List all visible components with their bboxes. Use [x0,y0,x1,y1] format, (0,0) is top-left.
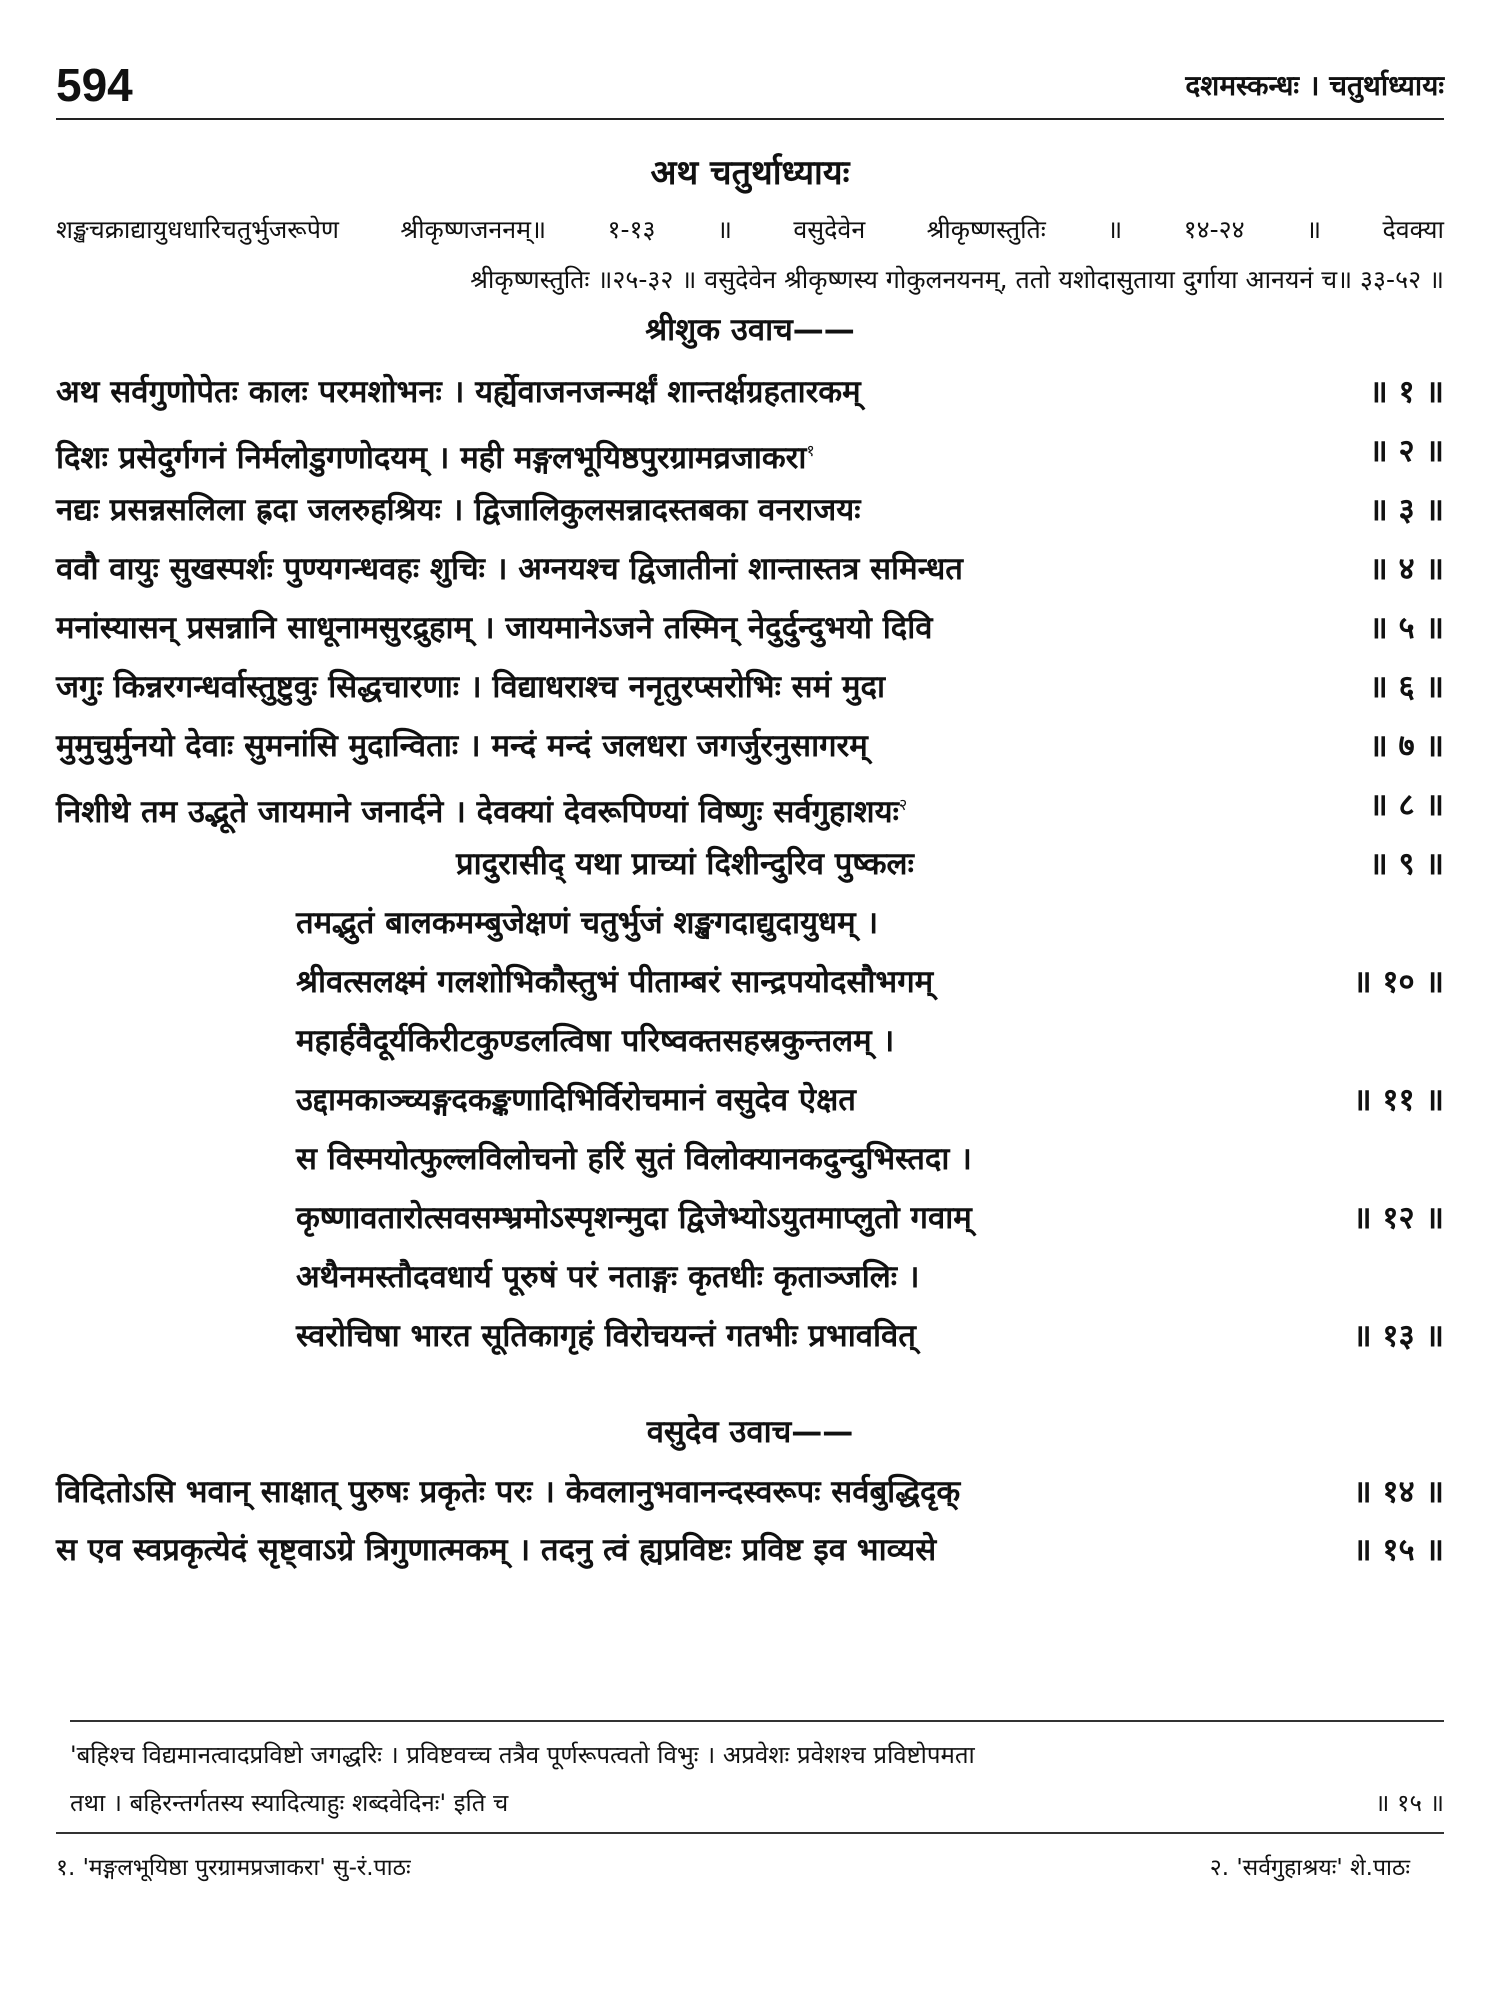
verse-number: ॥ १५ ॥ [1353,1532,1444,1568]
verse-text: तमद्भुतं बालकमम्बुजेक्षणं चतुर्भुजं शङ्खगदाद्युदायुधम् । [296,905,879,941]
verse-line [56,657,1444,717]
verse-number: ॥ ४ ॥ [1369,551,1444,587]
page-header [56,58,1444,120]
page-number: 594 [56,59,133,111]
verse-text: विदितोऽसि भवान् साक्षात् पुरुषः प्रकृतेः परः । केवलानुभवानन्दस्वरूपः सर्वबुद्धिदृक् [56,1474,961,1510]
verse-line [56,1129,1444,1189]
commentary-verse-number: ॥ १५ ॥ [1375,1789,1444,1817]
speaker-heading: वसुदेव उवाच—— [646,1414,854,1450]
verse-number: ॥ १४ ॥ [1353,1474,1444,1510]
verse-number: ॥ ७ ॥ [1369,728,1444,764]
verse-line [56,1306,1444,1366]
verse-line [56,775,1444,835]
verse-line [56,952,1444,1012]
verse-text: ववौ वायुः सुखस्पर्शः पुण्यगन्धवहः शुचिः । अग्नयश्च द्विजातीनां शान्तास्तत्र समिन्धत [56,551,963,587]
verse-text: प्रादुरासीद् यथा प्राच्यां दिशीन्दुरिव पुष्कलः [456,846,914,882]
verse-number: ॥ १० ॥ [1353,964,1444,1000]
header-rule [56,118,1444,120]
verse-number: ॥ ५ ॥ [1369,610,1444,646]
footnote-2: २. 'सर्वगुहाश्रयः' शे.पाठः [1209,1855,1410,1881]
verse-line [56,1188,1444,1248]
verse-text: नद्यः प्रसन्नसलिला ह्रदा जलरुहश्रियः । द्विजालिकुलसन्नादस्तबका वनराजयः [56,492,861,528]
verse-line [56,1462,1444,1522]
verse-line [56,539,1444,599]
verse-text: स एव स्वप्रकृत्येदं सृष्ट्वाऽग्रे त्रिगुणात्मकम् । तदनु त्वं ह्यप्रविष्टः प्रविष्ट इव भाव्यसे [56,1532,937,1568]
verse-line [56,362,1444,422]
verse-number: ॥ ११ ॥ [1353,1082,1444,1118]
verse-text: अथैनमस्तौदवधार्य पूरुषं परं नताङ्गः कृतधीः कृताञ्जलिः । [296,1259,920,1295]
verse-text: मनांस्यासन् प्रसन्नानि साधूनामसुरद्रुहाम् । जायमानेऽजने तस्मिन् नेदुर्दुन्दुभयो दिवि [56,610,933,646]
chapter-title: अथ चतुर्थाध्यायः [650,153,850,193]
verse-line [56,834,1444,894]
verse-line [56,893,1444,953]
footnote-rule [56,1832,1444,1834]
verse-number: ॥ १३ ॥ [1353,1318,1444,1354]
verse-line [56,1520,1444,1580]
verse-line [56,1070,1444,1130]
commentary-rule [70,1720,1444,1722]
verse-line [56,598,1444,658]
verse-text: जगुः किन्नरगन्धर्वास्तुष्टुवुः सिद्धचारणाः । विद्याधराश्च ननृतुरप्सरोभिः समं मुदा [56,669,885,705]
summary-line: शङ्खचक्राद्यायुधधारिचतुर्भुजरूपेण श्रीकृष्णजननम्॥ १-१३ ॥ वसुदेवेन श्रीकृष्णस्तुतिः ॥ १४-२४ ॥ देवक्या [56,215,1444,244]
verse-text: दिशः प्रसेदुर्गगनं निर्मलोडुगणोदयम् । मही मङ्गलभूयिष्ठपुरग्रामव्रजाकरा$^१$ [56,440,815,476]
verse-number: ॥ ३ ॥ [1369,492,1444,528]
verse-text: कृष्णावतारोत्सवसम्भ्रमोऽस्पृशन्मुदा द्विजेभ्योऽयुतमाप्लुतो गवाम् [296,1200,972,1236]
verse-text: स विस्मयोत्फुल्लविलोचनो हरिं सुतं विलोक्यानकदुन्दुभिस्तदा । [296,1141,972,1177]
verse-text: मुमुचुर्मुनयो देवाः सुमनांसि मुदान्विताः । मन्दं मन्दं जलधरा जगर्जुरनुसागरम् [56,728,868,764]
verse-number: ॥ ६ ॥ [1369,669,1444,705]
commentary-text: तथा । बहिरन्तर्गतस्य स्यादित्याहुः शब्दवेदिनः' इति च [70,1789,509,1817]
verse-line [56,480,1444,540]
footnote-1: १. 'मङ्गलभूयिष्ठा पुरग्रामप्रजाकरा' सु-रं.पाठः [56,1855,411,1881]
verse-text: स्वरोचिषा भारत सूतिकागृहं विरोचयन्तं गतभीः प्रभाववित् [296,1318,916,1354]
verse-text: निशीथे तम उद्भूते जायमाने जनार्दने । देवक्यां देवरूपिण्यां विष्णुः सर्वगुहाशयः$^२$ [56,794,908,830]
verse-number: ॥ २ ॥ [1369,433,1444,469]
running-head: दशमस्कन्धः । चतुर्थाध्यायः [1185,69,1444,102]
speaker-heading: श्रीशुक उवाच—— [645,312,855,348]
verse-line [56,1247,1444,1307]
verse-line [56,716,1444,776]
verse-number: ॥ ८ ॥ [1369,787,1444,823]
verse-number: ॥ १ ॥ [1369,374,1444,410]
verse-text: उद्दामकाञ्च्यङ्गदकङ्कणादिभिर्विरोचमानं वसुदेव ऐक्षत [296,1082,856,1118]
commentary-line [70,1778,1444,1828]
verse-line [56,1011,1444,1071]
chapter-summary [56,205,1444,305]
footnote-marker: २ [898,795,908,814]
verse-number: ॥ ९ ॥ [1369,846,1444,882]
commentary-text: 'बहिश्च विद्यमानत्वादप्रविष्टो जगद्धरिः । प्रविष्टवच्च तत्रैव पूर्णरूपत्वतो विभुः । अप्रवेशः प्रवेशश्च प्रविष्टोपमता [70,1741,975,1769]
verse-number: ॥ १२ ॥ [1353,1200,1444,1236]
commentary-line [70,1730,1444,1780]
summary-line: श्रीकृष्णस्तुतिः ॥२५-३२ ॥ वसुदेवेन श्रीकृष्णस्य गोकुलनयनम्, ततो यशोदासुताया दुर्गाया आनयनं च॥ ३३-५२ ॥ [470,265,1444,294]
verse-line [56,421,1444,481]
verse-text: महार्हवैदूर्यकिरीटकुण्डलत्विषा परिष्वक्तसहस्रकुन्तलम् । [296,1023,895,1059]
verse-text: श्रीवत्सलक्ष्मं गलशोभिकौस्तुभं पीताम्बरं सान्द्रपयोदसौभगम् [296,964,934,1000]
footnote-marker: १ [806,441,815,460]
verse-text: अथ सर्वगुणोपेतः कालः परमशोभनः । यर्ह्येवाजनजन्मर्क्षं शान्तर्क्षग्रहतारकम् [56,374,861,410]
